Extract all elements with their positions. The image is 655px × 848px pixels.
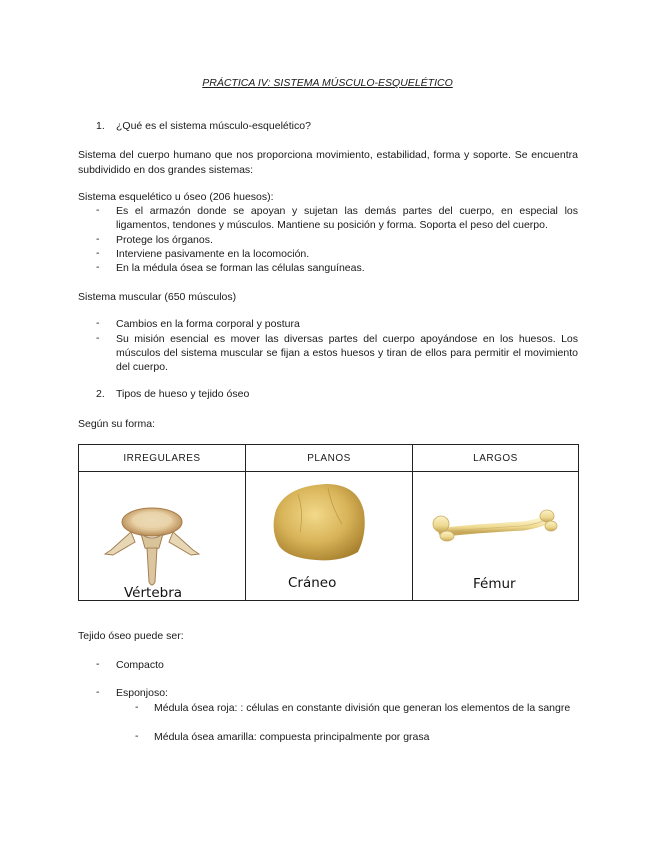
sub-list-item: Médula ósea amarilla: compuesta principalmente por grasa — [154, 731, 430, 743]
list-item: Su misión esencial es mover las diversas partes del cuerpo apoyándose en los huesos. Los músculos del sistema muscular se fijan a estos huesos y tiran de ellos para permitir el movimiento del cuerpo. — [116, 333, 578, 374]
vertebra-image — [79, 472, 245, 600]
list-item: Protege los órganos. — [116, 234, 213, 246]
vertebra-cell — [79, 472, 246, 601]
muscular-heading: Sistema muscular (650 músculos) — [78, 291, 237, 303]
tissue-heading: Tejido óseo puede ser: — [78, 630, 184, 642]
shape-label: Según su forma: — [78, 418, 156, 430]
bullet-dash: - — [135, 701, 139, 713]
intro-paragraph: Sistema del cuerpo humano que nos proporciona movimiento, estabilidad, forma y soporte. Se encuentra subdividido en dos grandes sistemas: — [78, 149, 578, 176]
table-row — [79, 472, 579, 601]
page-title: PRÁCTICA IV: SISTEMA MÚSCULO-ESQUELÉTICO — [202, 77, 453, 89]
bones-table — [78, 444, 579, 601]
list-item: Es el armazón donde se apoyan y sujetan las demás partes del cuerpo, en especial los ligamentos, tendones y músculos. Mantiene su posición y forma. Soporta el peso del cuerpo. — [116, 205, 578, 232]
skull-cell — [246, 472, 413, 601]
sub-list-item: Médula ósea roja: : células en constante división que generan los elementos de la sangre — [154, 702, 571, 714]
bullet-dash: - — [96, 317, 100, 329]
column-header: PLANOS — [246, 445, 413, 472]
question-text: Tipos de hueso y tejido óseo — [116, 388, 250, 400]
question-text: ¿Qué es el sistema músculo-esquelético? — [116, 120, 311, 132]
bullet-dash: - — [96, 247, 100, 259]
column-header: LARGOS — [413, 445, 579, 472]
femur-image — [413, 472, 580, 600]
question-number: 1. — [96, 120, 105, 132]
bullet-dash: - — [96, 658, 100, 670]
list-item: Cambios en la forma corporal y postura — [116, 318, 300, 330]
skull-image — [246, 472, 412, 600]
bullet-dash: - — [96, 204, 100, 216]
list-item: En la médula ósea se forman las células sanguíneas. — [116, 262, 365, 274]
bone-caption: Cráneo — [288, 575, 337, 591]
table-header-row — [79, 445, 579, 472]
femur-cell — [413, 472, 579, 601]
bone-caption: Fémur — [473, 576, 516, 592]
question-number: 2. — [96, 388, 105, 400]
list-item: Compacto — [116, 659, 164, 671]
bullet-dash: - — [96, 332, 100, 344]
bullet-dash: - — [135, 730, 139, 742]
bullet-dash: - — [96, 233, 100, 245]
skeletal-heading: Sistema esquelético u óseo (206 huesos): — [78, 191, 274, 203]
list-item: Interviene pasivamente en la locomoción. — [116, 248, 310, 260]
list-item: Esponjoso: — [116, 687, 168, 699]
column-header: IRREGULARES — [79, 445, 246, 472]
bullet-dash: - — [96, 261, 100, 273]
bullet-dash: - — [96, 686, 100, 698]
bone-caption: Vértebra — [124, 585, 183, 600]
